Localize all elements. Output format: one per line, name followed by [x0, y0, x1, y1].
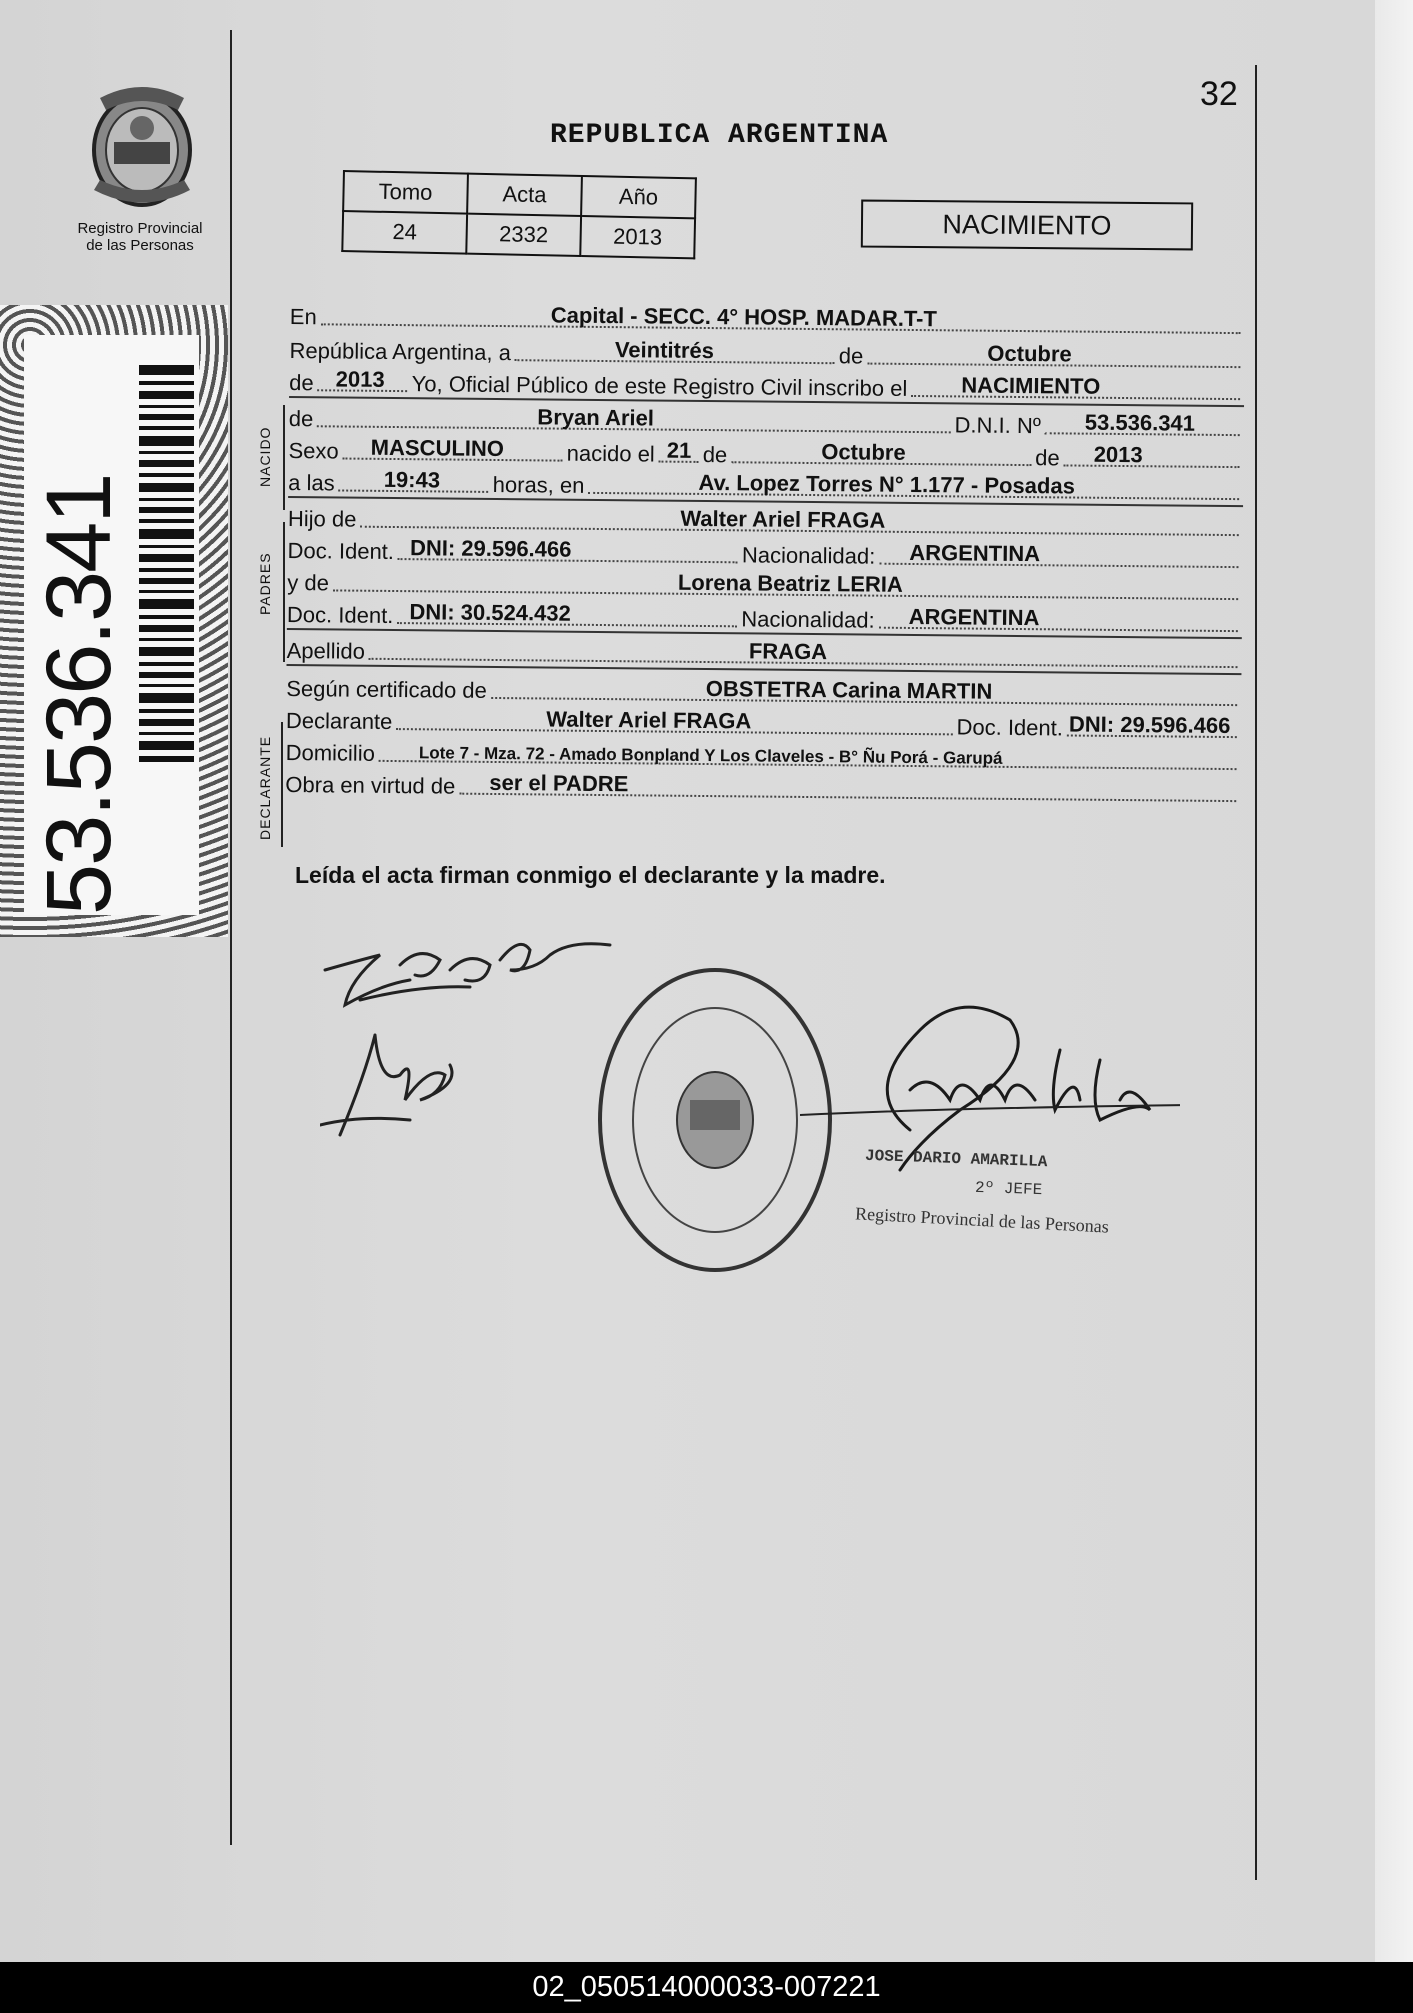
fill-sexo: [343, 436, 563, 462]
registry-table: [341, 170, 697, 259]
side-label-padres: PADRES: [257, 552, 273, 615]
label-de-birth-month: de: [702, 441, 728, 468]
registry-value-row: [342, 211, 695, 258]
fill-year: [318, 367, 408, 392]
label-de-month: de: [838, 343, 864, 369]
value-month: Octubre: [987, 340, 1072, 367]
value-birth-month: Octubre: [821, 439, 906, 465]
label-de-name: de: [288, 405, 314, 432]
value-year: 2013: [335, 366, 385, 392]
row-year: [289, 366, 1244, 407]
value-inscribe: NACIMIENTO: [961, 372, 1101, 399]
nacido-bracket: [283, 405, 285, 510]
barcode-icon: [139, 365, 194, 765]
registry-value-acta: 2332: [466, 214, 581, 256]
side-number: 53.536.341: [28, 474, 130, 915]
fill-apellido: [369, 636, 1238, 668]
closing-statement: Leída el acta firman conmigo el declarante y la madre.: [295, 862, 886, 888]
value-declarante-doc: DNI: 29.596.466: [1068, 711, 1231, 739]
emblem-caption-line2: de las Personas: [86, 237, 194, 254]
fill-birth-month: [731, 439, 1031, 466]
value-birth-day: 21: [666, 437, 692, 463]
row-mother-doc: [287, 598, 1242, 639]
fill-en: [321, 301, 1241, 334]
value-day-words: Veintitrés: [614, 337, 715, 364]
label-mother-doc: Doc. Ident.: [286, 601, 394, 629]
fill-obra: [459, 771, 1236, 802]
province-emblem-icon: [80, 80, 205, 215]
value-father-nat: ARGENTINA: [909, 539, 1041, 567]
label-yde: y de: [287, 569, 330, 596]
declarante-bracket: [281, 722, 283, 847]
value-time: 19:43: [383, 466, 441, 493]
fill-father-nat: [879, 541, 1239, 568]
fill-mother: [333, 567, 1239, 600]
value-mother: Lorena Beatriz LERIA: [677, 569, 903, 597]
value-certificado: OBSTETRA Carina MARTIN: [705, 676, 993, 704]
value-obra: ser el PADRE: [489, 769, 629, 797]
value-sexo: MASCULINO: [370, 434, 505, 462]
row-hora: [288, 466, 1243, 507]
registry-value-tomo: 24: [342, 211, 467, 254]
value-father: Walter Ariel FRAGA: [680, 505, 886, 533]
fill-certificado: [491, 675, 1238, 706]
registry-value-ano: 2013: [580, 216, 695, 258]
document-type-box: NACIMIENTO: [861, 200, 1193, 251]
label-declarante: Declarante: [285, 707, 393, 735]
label-mother-nat: Nacionalidad:: [741, 606, 875, 633]
file-id-footer: 02_050514000033-007221: [0, 1962, 1413, 2013]
fill-inscribe: [911, 373, 1240, 400]
fill-dni: [1045, 410, 1240, 436]
fill-birth-day: [659, 439, 699, 463]
value-name: Bryan Ariel: [537, 404, 655, 431]
security-strip: [0, 305, 228, 937]
fill-time: [339, 467, 489, 492]
padres-bracket: [283, 522, 285, 662]
label-en: En: [289, 303, 317, 330]
side-label-nacido: NACIDO: [257, 426, 273, 487]
emblem-caption-line1: Registro Provincial: [77, 220, 203, 237]
official-office: Registro Provincial de las Personas: [854, 1203, 1110, 1237]
fill-day: [515, 337, 835, 364]
label-obra: Obra en virtud de: [285, 771, 456, 799]
label-father-nat: Nacionalidad:: [741, 542, 876, 569]
document-title: REPUBLICA ARGENTINA: [550, 120, 889, 151]
fill-father: [360, 504, 1239, 536]
label-sexo: Sexo: [288, 437, 339, 464]
side-label-declarante: DECLARANTE: [257, 735, 273, 840]
value-mother-nat: ARGENTINA: [908, 603, 1040, 631]
right-margin-line: [1255, 65, 1257, 1880]
label-apellido: Apellido: [286, 637, 366, 664]
value-place: Av. Lopez Torres N° 1.177 - Posadas: [698, 469, 1075, 499]
fill-declarante-doc: [1067, 712, 1237, 738]
official-role: 2º JEFE: [974, 1178, 1043, 1200]
fill-mother-nat: [879, 605, 1239, 632]
label-father-doc: Doc. Ident.: [287, 537, 395, 565]
label-officer: Yo, Oficial Público de este Registro Civil inscribo el: [411, 371, 908, 401]
value-dni: 53.536.341: [1084, 409, 1196, 436]
label-nacido: nacido el: [566, 440, 655, 467]
label-dni: D.N.I. Nº: [954, 412, 1041, 439]
value-declarante: Walter Ariel FRAGA: [546, 706, 752, 734]
registry-header-tomo: Tomo: [343, 171, 468, 214]
fill-father-doc: [398, 536, 738, 563]
label-segun: Según certificado de: [286, 675, 487, 703]
fill-mother-doc: [397, 600, 737, 627]
fill-place: [588, 470, 1239, 500]
label-declarante-doc: Doc. Ident.: [956, 714, 1064, 741]
value-domicilio: Lote 7 - Mza. 72 - Amado Bonpland Y Los Claveles - B° Ñu Porá - Garupá: [418, 743, 1003, 768]
emblem-caption: [50, 220, 230, 254]
label-de-year: de: [289, 369, 314, 396]
fill-declarante: [396, 706, 952, 735]
value-father-doc: DNI: 29.596.466: [409, 535, 572, 562]
value-mother-doc: DNI: 30.524.432: [409, 599, 571, 626]
official-name: JOSE DARIO AMARILLA: [864, 1146, 1048, 1172]
page-edge: [1375, 0, 1413, 1962]
fill-domicilio: [379, 738, 1237, 770]
page-number: 32: [1200, 75, 1238, 113]
value-en: Capital - SECC. 4° HOSP. MADAR.T-T: [550, 302, 938, 332]
label-hijo: Hijo de: [287, 505, 357, 532]
label-a-las: a las: [288, 469, 335, 496]
registry-header-ano: Año: [581, 176, 696, 218]
value-apellido: FRAGA: [748, 638, 828, 665]
row-en: [290, 300, 1245, 339]
row-apellido: [286, 634, 1241, 675]
label-horas: horas, en: [492, 471, 585, 498]
label-de-birth-year: de: [1035, 445, 1060, 471]
registry-header-acta: Acta: [467, 174, 582, 216]
fill-month: [867, 341, 1240, 369]
fill-name: [317, 403, 950, 433]
label-domicilio: Domicilio: [285, 739, 376, 766]
label-republica: República Argentina, a: [289, 337, 512, 366]
left-margin-line: [230, 30, 232, 1845]
fill-birth-year: [1064, 442, 1240, 468]
row-obra: [285, 768, 1240, 807]
signature-declarante-icon: [320, 925, 630, 1155]
value-birth-year: 2013: [1093, 441, 1143, 468]
birth-record-form: [285, 300, 1245, 799]
